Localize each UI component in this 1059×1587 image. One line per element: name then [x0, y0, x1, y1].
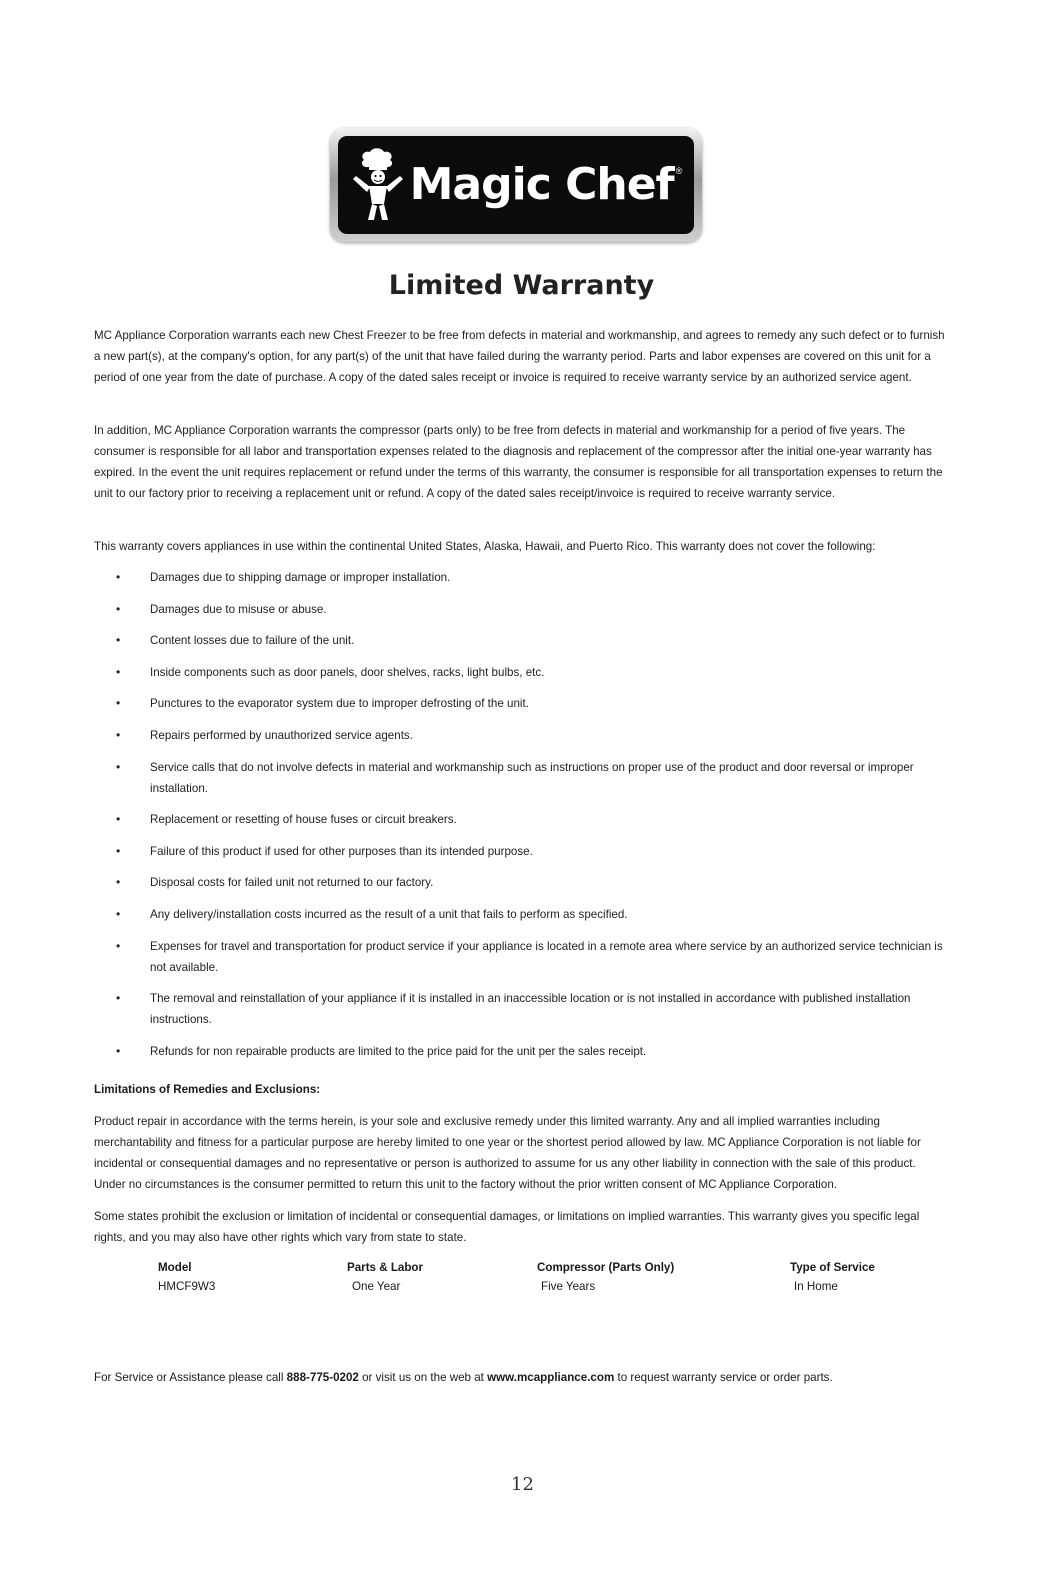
- table-column-model: [158, 1258, 215, 1296]
- list-item-text: Damages due to misuse or abuse.: [150, 602, 327, 616]
- bullet-icon: •: [116, 570, 121, 584]
- service-website-link[interactable]: www.mcappliance.com: [487, 1371, 615, 1384]
- list-item: [94, 693, 946, 714]
- warranty-paragraph-1: MC Appliance Corporation warrants each new Chest Freezer to be free from defects in material and workmanship, and agrees to remedy any such defect or to furnish a new part(s), at the company's option, for any part(s) of the unit that have failed during the warranty period. Parts and labor expenses are covered on this unit for a period of one year from the date of purchase. A copy of the dated sales receipt or invoice is required to receive warranty service by an authorized service agent.: [94, 329, 945, 384]
- page-number: 12: [511, 1474, 534, 1495]
- bullet-icon: •: [116, 696, 121, 711]
- registered-mark: ®: [675, 166, 683, 176]
- list-item: [94, 630, 946, 651]
- bullet-icon: •: [116, 991, 121, 1006]
- bullet-icon: •: [116, 727, 121, 742]
- list-item-text: Inside components such as door panels, door shelves, racks, light bulbs, etc.: [150, 665, 545, 679]
- exclusions-list: [94, 567, 946, 1072]
- list-item-text: Repairs performed by unauthorized service agents.: [150, 728, 413, 742]
- warranty-paragraph-2: In addition, MC Appliance Corporation warrants the compressor (parts only) to be free from defects in material and workmanship for a period of five years. The consumer is responsible for all labor and transportation expenses related to the diagnosis and replacement of the compressor after the initial one-year warranty has expired. In the event the unit requires replacement or refund under the terms of this warranty, the consumer is responsible for all transportation expenses to return the unit to our factory prior to receiving a replacement unit or refund. A copy of the dated sales receipt/invoice is required to receive warranty service.: [94, 424, 943, 500]
- table-column-compressor: [537, 1258, 674, 1296]
- list-item: [94, 936, 946, 978]
- list-item-text: Disposal costs for failed unit not returned to our factory.: [150, 876, 434, 890]
- list-item: [94, 841, 946, 862]
- bullet-icon: •: [116, 875, 121, 890]
- list-item: [94, 725, 946, 746]
- limitations-heading: Limitations of Remedies and Exclusions:: [94, 1083, 321, 1096]
- list-item-text: Replacement or resetting of house fuses or circuit breakers.: [150, 813, 457, 827]
- list-item: [94, 904, 946, 925]
- warranty-coverage-paragraph: This warranty covers appliances in use within the continental United States, Alaska, Hawaii, and Puerto Rico. This warranty does not cover the following:: [94, 540, 876, 553]
- bullet-icon: •: [116, 601, 121, 616]
- list-item: [94, 662, 946, 683]
- bullet-icon: •: [116, 843, 121, 858]
- list-item-text: Service calls that do not involve defects in material and workmanship such as instructions on proper use of the product and door reversal or improper installation.: [150, 760, 914, 795]
- table-header: Type of Service: [790, 1261, 875, 1274]
- footer-text: to request warranty service or order parts.: [614, 1371, 833, 1384]
- bullet-icon: •: [116, 633, 121, 648]
- bullet-icon: •: [116, 1043, 121, 1058]
- page-title: Limited Warranty: [388, 270, 655, 301]
- state-rights-paragraph: Some states prohibit the exclusion or limitation of incidental or consequential damages, or limitations on implied warranties. This warranty gives you specific legal rights, and you may also have other rights which vary from state to state.: [94, 1210, 920, 1244]
- list-item-text: Content losses due to failure of the unit.: [150, 634, 355, 648]
- magic-chef-logo: [330, 128, 702, 242]
- list-item: [94, 599, 946, 620]
- service-contact-line: [94, 1367, 833, 1388]
- service-phone: 888-775-0202: [286, 1371, 359, 1384]
- chef-mascot-icon: [350, 146, 406, 224]
- table-cell: Five Years: [541, 1280, 596, 1293]
- table-cell: In Home: [794, 1280, 838, 1293]
- list-item-text: Refunds for non repairable products are limited to the price paid for the unit per the sales receipt.: [150, 1044, 647, 1058]
- bullet-icon: •: [116, 906, 121, 921]
- bullet-icon: •: [116, 664, 121, 679]
- table-header: Parts & Labor: [347, 1261, 424, 1274]
- list-item-text: The removal and reinstallation of your appliance if it is installed in an inaccessible location or is not installed in accordance with published installation instructions.: [150, 992, 911, 1027]
- list-item-text: Expenses for travel and transportation for product service if your appliance is located in a remote area where service by an authorized service technician is not available.: [150, 939, 943, 974]
- list-item-text: Punctures to the evaporator system due to improper defrosting of the unit.: [150, 697, 529, 711]
- list-item-text: Damages due to shipping damage or improper installation.: [150, 571, 451, 584]
- table-cell: One Year: [352, 1280, 401, 1293]
- list-item: [94, 567, 946, 588]
- list-item: [94, 1041, 946, 1062]
- bullet-icon: •: [116, 938, 121, 953]
- table-column-parts-labor: [347, 1258, 423, 1296]
- bullet-icon: •: [116, 812, 121, 827]
- table-cell: HMCF9W3: [158, 1280, 216, 1293]
- table-column-service-type: [790, 1258, 875, 1296]
- footer-text: For Service or Assistance please call: [94, 1371, 287, 1384]
- list-item-text: Any delivery/installation costs incurred as the result of a unit that fails to perform as specified.: [150, 907, 628, 921]
- logo-wordmark: Magic Chef: [409, 159, 674, 210]
- list-item: [94, 809, 946, 830]
- table-header: Model: [158, 1261, 192, 1274]
- table-header: Compressor (Parts Only): [537, 1261, 675, 1274]
- list-item: [94, 872, 946, 893]
- list-item-text: Failure of this product if used for other purposes than its intended purpose.: [150, 844, 533, 858]
- limitations-paragraph: Product repair in accordance with the terms herein, is your sole and exclusive remedy under this limited warranty. Any and all implied warranties including merchantability and fitness for a particular purpose are hereby limited to one year or the shortest period allowed by law. MC Appliance Corporation is not liable for incidental or consequential damages and no representative or person is authorized to assume for us any other liability in connection with the sale of this product. Under no circumstances is the consumer permitted to return this unit to the factory without the prior written consent of MC Appliance Corporation.: [94, 1115, 921, 1191]
- list-item: [94, 757, 946, 799]
- footer-text: or visit us on the web at: [358, 1371, 488, 1384]
- list-item: [94, 988, 946, 1030]
- bullet-icon: •: [116, 759, 121, 774]
